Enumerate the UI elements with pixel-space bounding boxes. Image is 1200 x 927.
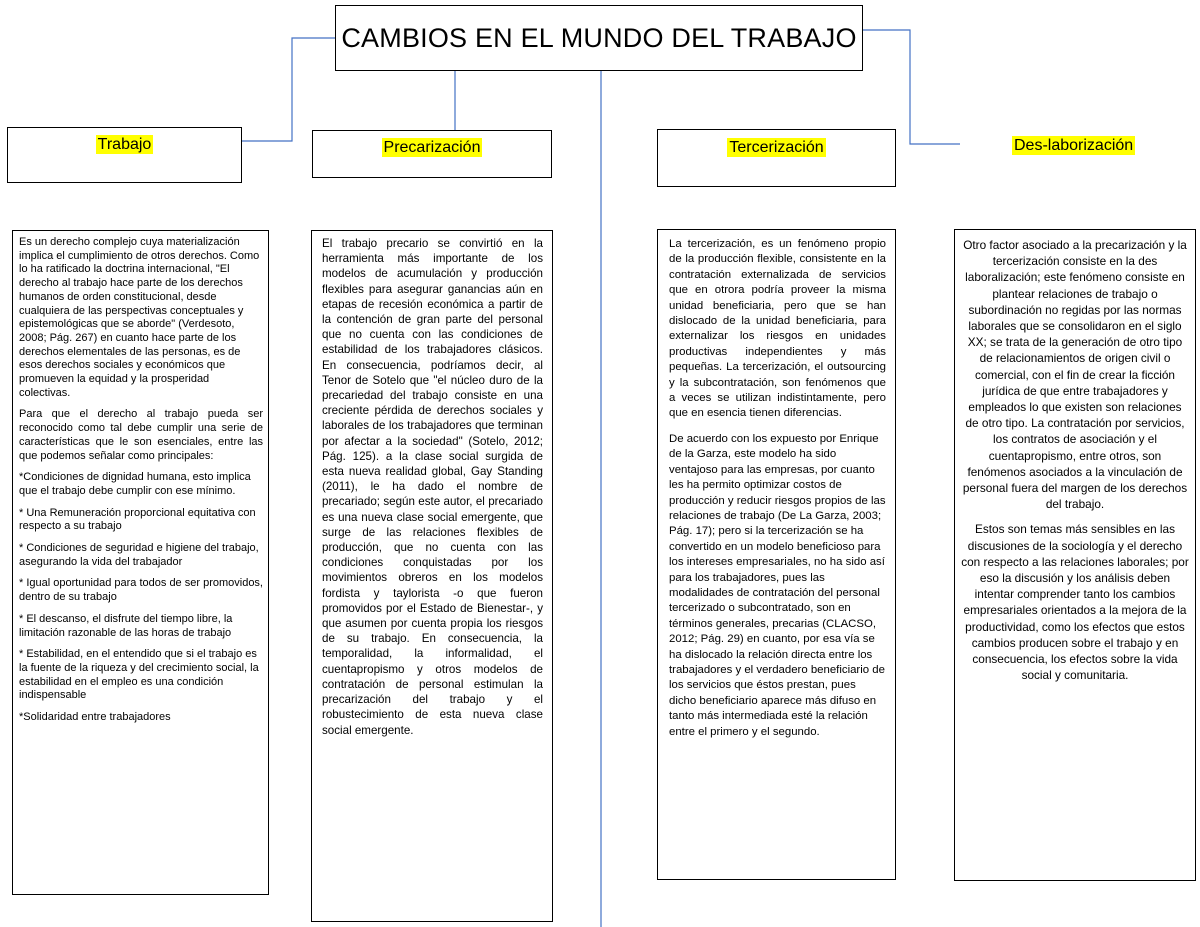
diagram-title: CAMBIOS EN EL MUNDO DEL TRABAJO bbox=[341, 22, 857, 53]
deslaborizacion-paragraph: Estos son temas más sensibles en las discusiones de la sociología y el derecho con respecto a las relaciones laborales; por eso la discusión y los análisis deben intentar comprender tanto los cambios empresariales orientados a la mejora de la productividad, como los efectos que estos cambios producen sobre el trabajo y en consecuencia, los efectos sobre la vida social y comunitaria. bbox=[961, 522, 1189, 683]
heading-box-tercerizacion bbox=[657, 129, 896, 187]
precarizacion-paragraph: El trabajo precario se convirtió en la herramienta más importante de los modelos de acumulación y producción flexibles para asegurar ganancias aún en etapas de recesión económica a partir de la contención de gran parte del personal que no cuenta con las condiciones de estabilidad de los trabajadores clásicos. En consecuencia, podríamos decir, al Tenor de Sotelo que "el núcleo duro de la precariedad del trabajo consiste en una creciente pérdida de derechos sociales y laborales de los trabajadores que terminan por afectar a la sociedad" (Sotelo, 2012; Pág. 125). a la clase social surgida de esta nueva realidad global, Gay Standing (2011), le ha dado el nombre de precariado; según este autor, el precariado es una nueva clase social emergente, que surge de las relaciones flexibles de producción, que no cuenta con las condiciones conquistadas por los movimientos obreros en los modelos fordista y taylorista -o que fueron promovidos por el Estado de Bienestar-, y que asumen por cuenta propia los riesgos de su trabajo. En consecuencia, la temporalidad, la informalidad, el cuentapropismo y otros modelos de contratación de personal estimulan la precarización del trabajo y el robustecimiento de esta nueva clase social emergente. bbox=[322, 237, 543, 737]
trabajo-paragraph: * Una Remuneración proporcional equitativa con respecto a su trabajo bbox=[19, 506, 256, 533]
title-box bbox=[335, 5, 863, 71]
connector-trabajo bbox=[242, 38, 335, 141]
trabajo-paragraph: Para que el derecho al trabajo pueda ser reconocido como tal debe cumplir una serie de características que le son esenciales, entre las que podemos señalar como principales: bbox=[19, 408, 263, 462]
body-box-tercerizacion bbox=[657, 229, 896, 880]
trabajo-paragraph: * El descanso, el disfrute del tiempo libre, la limitación razonable de las horas de trabajo bbox=[19, 612, 233, 639]
heading-box-precarizacion bbox=[312, 130, 552, 178]
tercerizacion-paragraph: La tercerización, es un fenómeno propio de la producción flexible, consistente en la contratación externalizada de servicios que en otrora podría proveer la misma unidad beneficiaria, pero que se han dislocado de la unidad beneficiaria, para externalizar los riesgos en unidades productivas independientes y más pequeñas. La tercerización, el outsourcing y la subcontratación, son fenómenos que a veces se utilizan indistintamente, pero que en esencia tienen diferencias. bbox=[669, 238, 886, 420]
tercerizacion-paragraph: De acuerdo con los expuesto por Enrique de la Garza, este modelo ha sido ventajoso para las empresas, por cuanto les ha permito optimizar costos de producción y reducir riesgos propios de las relaciones de trabajo (De La Garza, 2003; Pág. 17); pero si la tercerización se ha convertido en un modelo beneficioso para los intereses empresariales, no ha sido así para los trabajadores, pues las modalidades de contratación del personal tercerizado o subcontratado, son en términos generales, precarias (CLACSO, 2012; Pág. 29) en cuanto, por esa vía se ha dislocado la relación directa entre los trabajadores y el verdadero beneficiario de los servicios que éstos prestan, pues dicho beneficiario aparece más difuso en tanto más intermediada esté la relación entre el primero y el segundo. bbox=[669, 432, 886, 738]
heading-trabajo: Trabajo bbox=[97, 136, 152, 153]
body-box-trabajo bbox=[12, 230, 269, 895]
heading-deslaborizacion: Des-laborización bbox=[1014, 137, 1134, 154]
trabajo-paragraph: Es un derecho complejo cuya materialización implica el cumplimiento de otros derechos. Como lo ha ratificado la doctrina internacional, "El derecho al trabajo hace parte de los derechos humanos de orden constitucional, desde cualquiera de las perspectivas conceptuales y epistemológicas que se aborde" (Verdesoto, 2008; Pág. 267) en cuanto hace parte de los derechos elementales de las personas, es de esos derechos sociales y económicos que promueven la equidad y la prosperidad colectivas. bbox=[19, 236, 260, 399]
body-box-precarizacion bbox=[311, 230, 553, 922]
heading-tercerizacion: Tercerización bbox=[729, 139, 824, 156]
trabajo-paragraph: *Solidaridad entre trabajadores bbox=[19, 711, 171, 724]
deslaborizacion-paragraph: Otro factor asociado a la precarización y la tercerización consiste en la des laboralización; este fenómeno consiste en plantear relaciones de trabajo o subordinación no regidas por las normas laborales que se consolidaron en el siglo XX; se trata de la generación de otro tipo de relacionamientos de origen civil o comercial, con el fin de crear la ficción jurídica de que entre trabajadores y empleados lo que existen son relaciones de otro tipo. La contratación por servicios, los contratos de asociación y el cuentapropismo, entre otros, son fenómenos asociados a la vinculación de personal fuera del margen de los derechos del trabajo. bbox=[962, 238, 1188, 512]
trabajo-paragraph: * Igual oportunidad para todos de ser promovidos, dentro de su trabajo bbox=[19, 577, 263, 604]
connector-deslaborizacion bbox=[863, 30, 960, 144]
heading-precarizacion: Precarización bbox=[383, 139, 481, 156]
body-box-deslaborizacion bbox=[954, 229, 1196, 881]
trabajo-paragraph: * Estabilidad, en el entendido que si el trabajo es la fuente de la riqueza y del crecimiento social, la estabilidad en el empleo es una condición indispensable bbox=[19, 648, 259, 702]
trabajo-paragraph: *Condiciones de dignidad humana, esto implica que el trabajo debe cumplir con ese mínimo. bbox=[19, 471, 251, 497]
heading-box-trabajo bbox=[7, 127, 242, 183]
trabajo-paragraph: * Condiciones de seguridad e higiene del trabajo, asegurando la vida del trabajador bbox=[19, 542, 259, 568]
